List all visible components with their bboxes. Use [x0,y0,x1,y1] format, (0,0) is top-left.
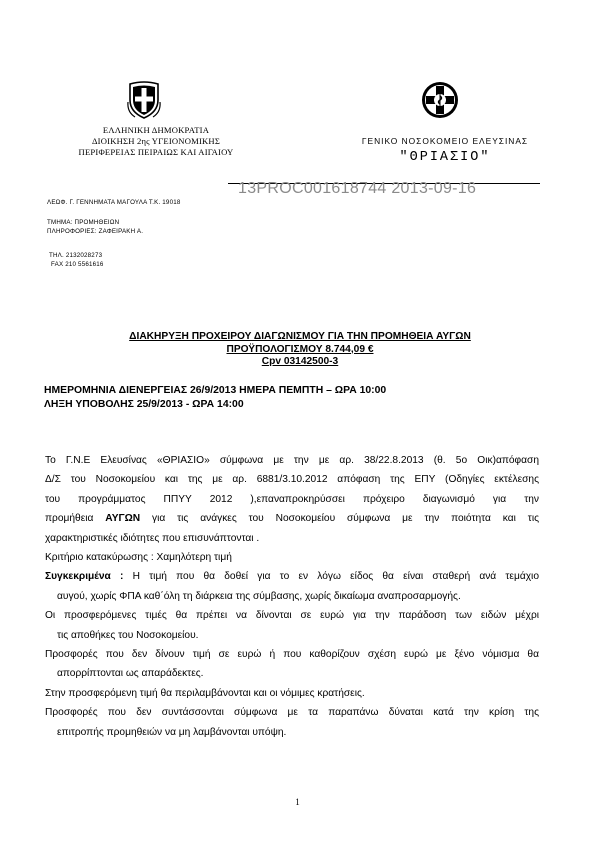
execution-date: ΗΜΕΡΟΜΗΝΙΑ ΔΙΕΝΕΡΓΕΙΑΣ 26/9/2013 ΗΜΕΡΑ ΠΕΜΠΤΗ – ΩΡΑ 10:00 [44,385,387,396]
contact-block [49,251,104,269]
department-name: ΤΜΗΜΑ: ΠΡΟΜΗΘΕΙΩΝ [47,219,120,226]
dates-block [44,384,386,411]
body-line: Δ/Σ του Νοσοκομείου και της με αρ. 6881/3.10.2012 απόφαση της ΕΠΥ (Οδηγίες εκτέλεσης [45,474,539,486]
award-criterion: Κριτήριο κατακύρωσης : Χαμηλότερη τιμή [45,552,232,564]
body-line: επιτροπής προμηθειών να μη λαμβάνονται υπόψη. [57,726,287,738]
page-number: 1 [295,797,300,807]
body-line: τις αποθήκες του Νοσοκομείου. [57,629,199,641]
issuer-header [66,125,246,157]
body-line: Οι προσφερόμενες τιμές θα πρέπει να δίνονται σε ευρώ για την παράδοση των ειδών μέχρι [45,610,539,622]
body-line: Στην προσφερόμενη τιμή θα περιλαμβάνονται και οι νόμιμες κρατήσεις. [45,687,365,699]
fax-number: FAX 210 5561616 [51,261,104,268]
address: ΛΕΩΦ. Γ. ΓΕΝΝΗΜΑΤΑ ΜΑΓΟΥΛΑ Τ.Κ. 19018 [47,199,181,206]
hospital-logo-icon [420,80,460,120]
title-line-1: ΔΙΑΚΗΡΥΞΗ ΠΡΟΧΕΙΡΟΥ ΔΙΑΓΩΝΙΣΜΟΥ ΓΙΑ ΤΗΝ ΠΡΟΜΗΘΕΙΑ ΑΥΓΩΝ [129,331,471,342]
issuer-line-1: ΕΛΛΗΝΙΚΗ ΔΗΜΟΚΡΑΤΙΑ [102,125,210,135]
body-line: του προγράμματος ΠΠΥΥ 2012 ),επαναπροκηρύσσει πρόχειρο διαγωνισμό για την [45,493,539,505]
department-contact-person: ΠΛΗΡΟΦΟΡΙΕΣ: ΖΑΦΕΙΡΑΚΗ Α. [47,228,144,235]
specifically-label: Συγκεκριμένα : [45,571,133,583]
submission-deadline: ΛΗΞΗ ΥΠΟΒΟΛΗΣ 25/9/2013 - ΩΡΑ 14:00 [44,398,244,410]
title-line-2: ΠΡΟΫΠΟΛΟΓΙΣΜΟΥ 8.744,09 € [226,343,374,355]
body-text-fragment: για τις ανάγκες του Νοσοκομείου σύμφωνα με την ποιότητα και τις [140,513,539,525]
body-text-fragment: προμήθεια [45,513,106,525]
body-line: Προσφορές που δεν δίνουν τιμή σε ευρώ ή που καθορίζουν σχέση ευρώ με ξένο νόμισμα θα [45,649,539,661]
product-name-bold: ΑΥΓΩΝ [105,513,141,525]
body-line: απορρίπτονται ως απαράδεκτες. [57,668,204,680]
body-line: Το Γ.Ν.Ε Ελευσίνας «ΘΡΙΑΣΙΟ» σύμφωνα με την με αρ. 38/22.8.2013 (θ. 5ο Οικ)απόφαση [45,455,539,466]
body-text-fragment: Η τιμή που θα δοθεί για το εν λόγω είδος θα είναι σταθερή ανά τεμάχιο [132,571,539,583]
title-line-3: Cpv 03142500-3 [261,356,339,367]
body-text [45,451,539,742]
issuer-line-3: ΠΕΡΙΦΕΡΕΙΑΣ ΠΕΙΡΑΙΩΣ ΚΑΙ ΑΙΓΑΙΟΥ [78,146,234,157]
document-stamp: 13PROC001618744 2013-09-16 [238,180,477,197]
hospital-subtitle: "ΘΡΙΑΣΙΟ" [399,150,491,165]
department-block [47,218,143,236]
body-line: αυγού, χωρίς ΦΠΑ καθ΄όλη τη διάρκεια της σύμβασης, χωρίς δικαίωμα αναπροσαρμογής. [57,590,461,602]
body-line: χαρακτηριστικές ιδιότητες που επισυνάπτονται . [45,532,260,544]
body-line: Προσφορές που δεν συντάσσονται σύμφωνα με τα παραπάνω δύναται κατά την κρίση της [45,707,539,719]
issuer-line-2: ΔΙΟΙΚΗΣΗ 2ης ΥΓΕΙΟΝΟΜΙΚΗΣ [91,135,221,146]
body-line [45,509,539,528]
document-title [40,331,560,369]
phone-number: ΤΗΛ. 2132028273 [49,252,103,259]
body-line [45,567,539,586]
greek-coat-of-arms-icon [127,80,161,120]
hospital-name: ΓΕΝΙΚΟ ΝΟΣΟΚΟΜΕΙΟ ΕΛΕΥΣΙΝΑΣ [361,136,529,146]
